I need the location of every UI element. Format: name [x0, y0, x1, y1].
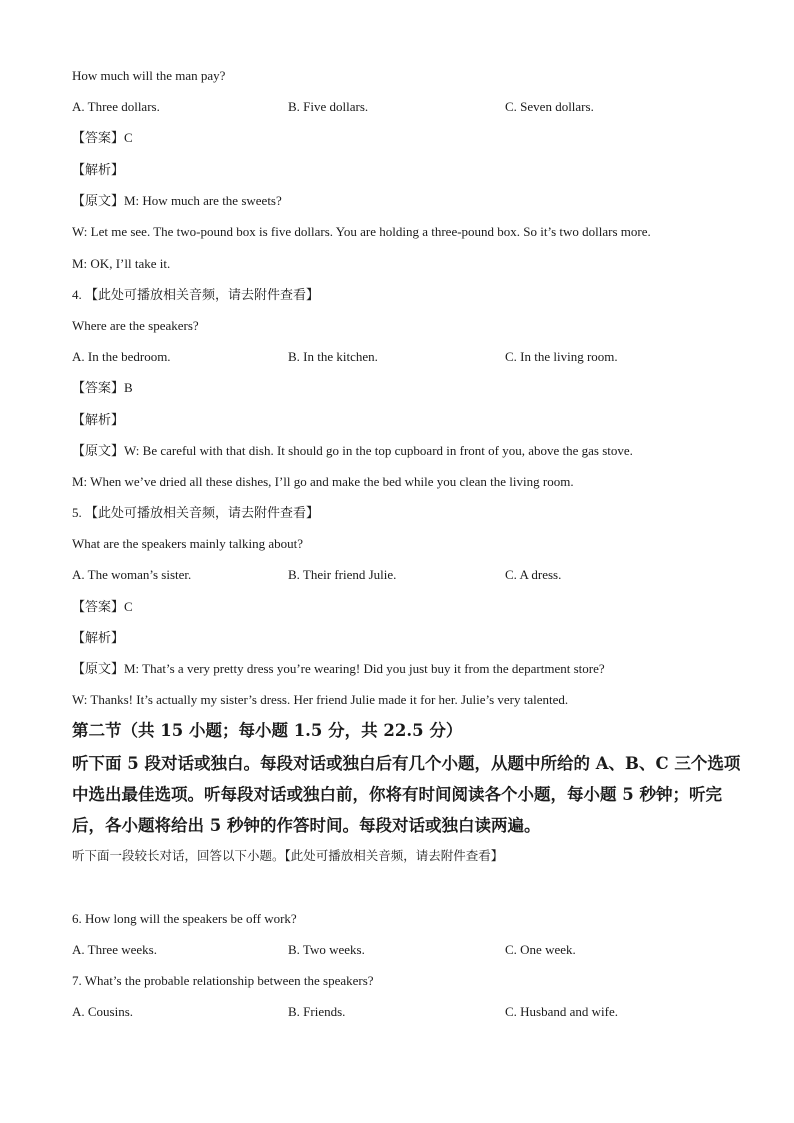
section-title: 第二节（共 15 小题；每小题 1.5 分，共 22.5 分）	[72, 721, 463, 740]
question-5-options	[72, 567, 732, 583]
question-4-options	[72, 349, 732, 365]
transcript-line: W: Let me see. The two-pound box is five dollars. You are holding a three-pound box. So it’s two dollars more.	[72, 224, 651, 239]
option-a: A. Three weeks.	[72, 942, 157, 957]
option-b: B. Their friend Julie.	[288, 567, 397, 582]
option-a: A. Cousins.	[72, 1004, 134, 1019]
transcript-line: 【原文】W: Be careful with that dish. It should go in the top cupboard in front of you, above the gas stove.	[72, 443, 633, 458]
analysis-label: 【解析】	[72, 630, 125, 645]
option-a: A. Three dollars.	[72, 99, 160, 114]
question-3-options	[72, 99, 732, 115]
analysis-label: 【解析】	[72, 162, 125, 177]
answer-label: 【答案】C	[72, 599, 133, 614]
transcript-line: 【原文】M: How much are the sweets?	[72, 193, 282, 208]
option-c: C. Seven dollars.	[505, 99, 594, 114]
transcript-line: M: When we’ve dried all these dishes, I’ll go and make the bed while you clean the living room.	[72, 474, 574, 489]
transcript-line: M: OK, I’ll take it.	[72, 256, 171, 271]
section-audio-note: 听下面一段较长对话，回答以下小题。【此处可播放相关音频，请去附件查看】	[72, 848, 504, 863]
question-4-text: Where are the speakers?	[72, 318, 199, 333]
question-6-options	[72, 942, 732, 958]
question-5-text: What are the speakers mainly talking about?	[72, 536, 304, 551]
option-b: B. In the kitchen.	[288, 349, 378, 364]
option-c: C. In the living room.	[505, 349, 618, 364]
section-instructions-line: 后，各小题将给出 5 秒钟的作答时间。每段对话或独白读两遍。	[72, 816, 541, 835]
option-c: C. Husband and wife.	[505, 1004, 619, 1019]
question-7-options	[72, 1004, 732, 1020]
answer-label: 【答案】B	[72, 380, 133, 395]
option-b: B. Five dollars.	[288, 99, 369, 114]
option-c: C. One week.	[505, 942, 576, 957]
question-7-text: 7. What’s the probable relationship between the speakers?	[72, 973, 374, 988]
answer-label: 【答案】C	[72, 130, 133, 145]
question-6-text: 6. How long will the speakers be off work?	[72, 911, 297, 926]
question-3-text: How much will the man pay?	[72, 68, 226, 83]
option-a: A. The woman’s sister.	[72, 567, 192, 582]
transcript-line: 【原文】M: That’s a very pretty dress you’re wearing! Did you just buy it from the department store?	[72, 661, 605, 676]
question-4-audio-note: 4. 【此处可播放相关音频，请去附件查看】	[72, 287, 320, 302]
question-5-audio-note: 5. 【此处可播放相关音频，请去附件查看】	[72, 505, 320, 520]
transcript-line: W: Thanks! It’s actually my sister’s dress. Her friend Julie made it for her. Julie’s very talented.	[72, 692, 569, 707]
section-instructions-line: 听下面 5 段对话或独白。每段对话或独白后有几个小题，从题中所给的 A、B、C 三个选项	[72, 754, 741, 773]
option-b: B. Friends.	[288, 1004, 346, 1019]
analysis-label: 【解析】	[72, 412, 125, 427]
option-c: C. A dress.	[505, 567, 562, 582]
option-a: A. In the bedroom.	[72, 349, 171, 364]
section-instructions-line: 中选出最佳选项。听每段对话或独白前，你将有时间阅读各个小题，每小题 5 秒钟；听完	[72, 785, 722, 804]
option-b: B. Two weeks.	[288, 942, 365, 957]
